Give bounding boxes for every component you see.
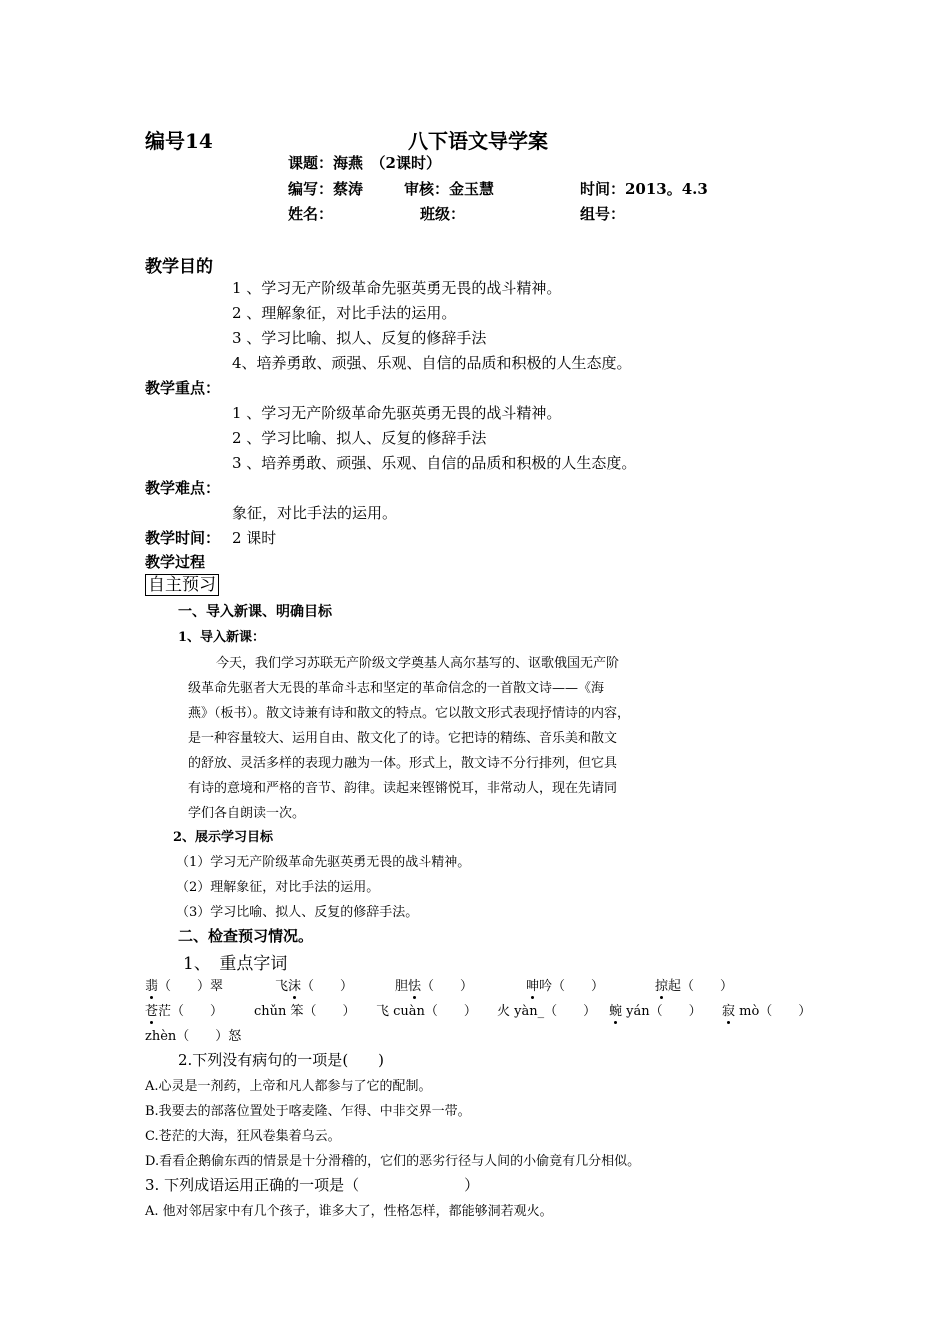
word-item: zhèn（ ）怒 [145,1029,242,1044]
word-item: 火 yàn_（ ） [497,1004,597,1019]
word-item: 飞 cuàn（ ） [376,1004,477,1019]
q1-label: 1、 重点字词 [183,954,288,974]
q3-option: A. 他对邻居家中有几个孩子，谁多大了，性格怎样，都能够洞若观火。 [145,1204,553,1219]
intro-line: 今天，我们学习苏联无产阶级文学奠基人高尔基写的、讴歌俄国无产阶 [216,656,620,671]
goal-item: （2）理解象征，对比手法的运用。 [176,880,380,895]
q2-stem: 2.下列没有病句的一项是( ) [178,1051,385,1069]
q2-option: D.看看企鹅偷东西的情景是十分滑稽的，它们的恶劣行径与人间的小偷竟有几分相似。 [145,1154,641,1169]
section1-sub1: 1、导入新课： [178,630,266,645]
lesson-topic: 课题：海燕 （2课时） [288,154,441,172]
word-item: 呻吟（ ） [526,979,605,994]
document-number: 编号14 [145,129,213,153]
word-item: 胆怯（ ） [395,979,474,994]
word-item: 苍茫（ ） [145,1004,224,1019]
q2-option: B.我要去的部落位置处于喀麦隆、乍得、中非交界一带。 [145,1104,471,1119]
objective-item: 2 、理解象征，对比手法的运用。 [232,304,457,322]
intro-line: 的舒放、灵活多样的表现力融为一体。形式上，散文诗不分行排列，但它具 [188,756,618,771]
class-field: 班级： [420,205,466,223]
intro-line: 是一种容量较大、运用自由、散文化了的诗。它把诗的精练、音乐美和散文 [188,731,618,746]
section1-sub2: 2、展示学习目标 [173,830,274,845]
process-heading: 教学过程 [145,553,206,571]
intro-line: 学们各自朗读一次。 [188,806,306,821]
q3-stem: 3. 下列成语运用正确的一项是（ ） [145,1176,480,1194]
key-point-item: 2 、学习比喻、拟人、反复的修辞手法 [232,429,487,447]
section1-heading: 一、导入新课、明确目标 [178,604,332,620]
key-point-item: 1 、学习无产阶级革命先驱英勇无畏的战斗精神。 [232,404,562,422]
q2-option: A.心灵是一剂药，上帝和凡人都参与了它的配制。 [145,1079,432,1094]
difficulties-text: 象征，对比手法的运用。 [232,504,398,522]
word-item: 掠起（ ） [655,979,734,994]
goal-item: （3）学习比喻、拟人、反复的修辞手法。 [176,905,419,920]
time-heading: 教学时间： [145,529,221,547]
name-field: 姓名： [288,205,334,223]
author-field: 编写：蔡涛 [288,180,364,198]
word-item: 翡（ ）翠 [145,979,224,994]
key-points-heading: 教学重点： [145,379,221,397]
q2-option: C.苍茫的大海，狂风卷集着乌云。 [145,1129,341,1144]
objective-item: 3 、学习比喻、拟人、反复的修辞手法 [232,329,487,347]
word-item: 蜿 yán（ ） [609,1004,702,1019]
intro-line: 有诗的意境和严格的音节、韵律。读起来铿锵悦耳，非常动人，现在先请同 [188,781,618,796]
objective-item: 1 、学习无产阶级革命先驱英勇无畏的战斗精神。 [232,279,562,297]
page-title: 八下语文导学案 [408,129,548,153]
date-field: 时间：2013。4.3 [580,180,708,198]
group-field: 组号： [580,205,626,223]
time-value: 2 课时 [232,529,277,547]
difficulties-heading: 教学难点： [145,479,221,497]
reviewer-field: 审核：金玉慧 [404,180,495,198]
objective-item: 4、培养勇敢、顽强、乐观、自信的品质和积极的人生态度。 [232,354,632,372]
word-item: 飞沫（ ） [275,979,354,994]
section2-heading: 二、检查预习情况。 [178,927,314,945]
word-item: 寂 mò（ ） [722,1004,812,1019]
objectives-heading: 教学目的 [145,257,213,277]
goal-item: （1）学习无产阶级革命先驱英勇无畏的战斗精神。 [176,855,471,870]
intro-line: 级革命先驱者大无畏的革命斗志和坚定的革命信念的一首散文诗——《海 [188,681,605,696]
intro-line: 燕》（板书）。散文诗兼有诗和散文的特点。它以散文形式表现抒情诗的内容， [188,706,631,721]
key-point-item: 3 、培养勇敢、顽强、乐观、自信的品质和积极的人生态度。 [232,454,637,472]
word-item: chǔn 笨（ ） [254,1004,356,1019]
preview-box-label: 自主预习 [145,574,219,596]
